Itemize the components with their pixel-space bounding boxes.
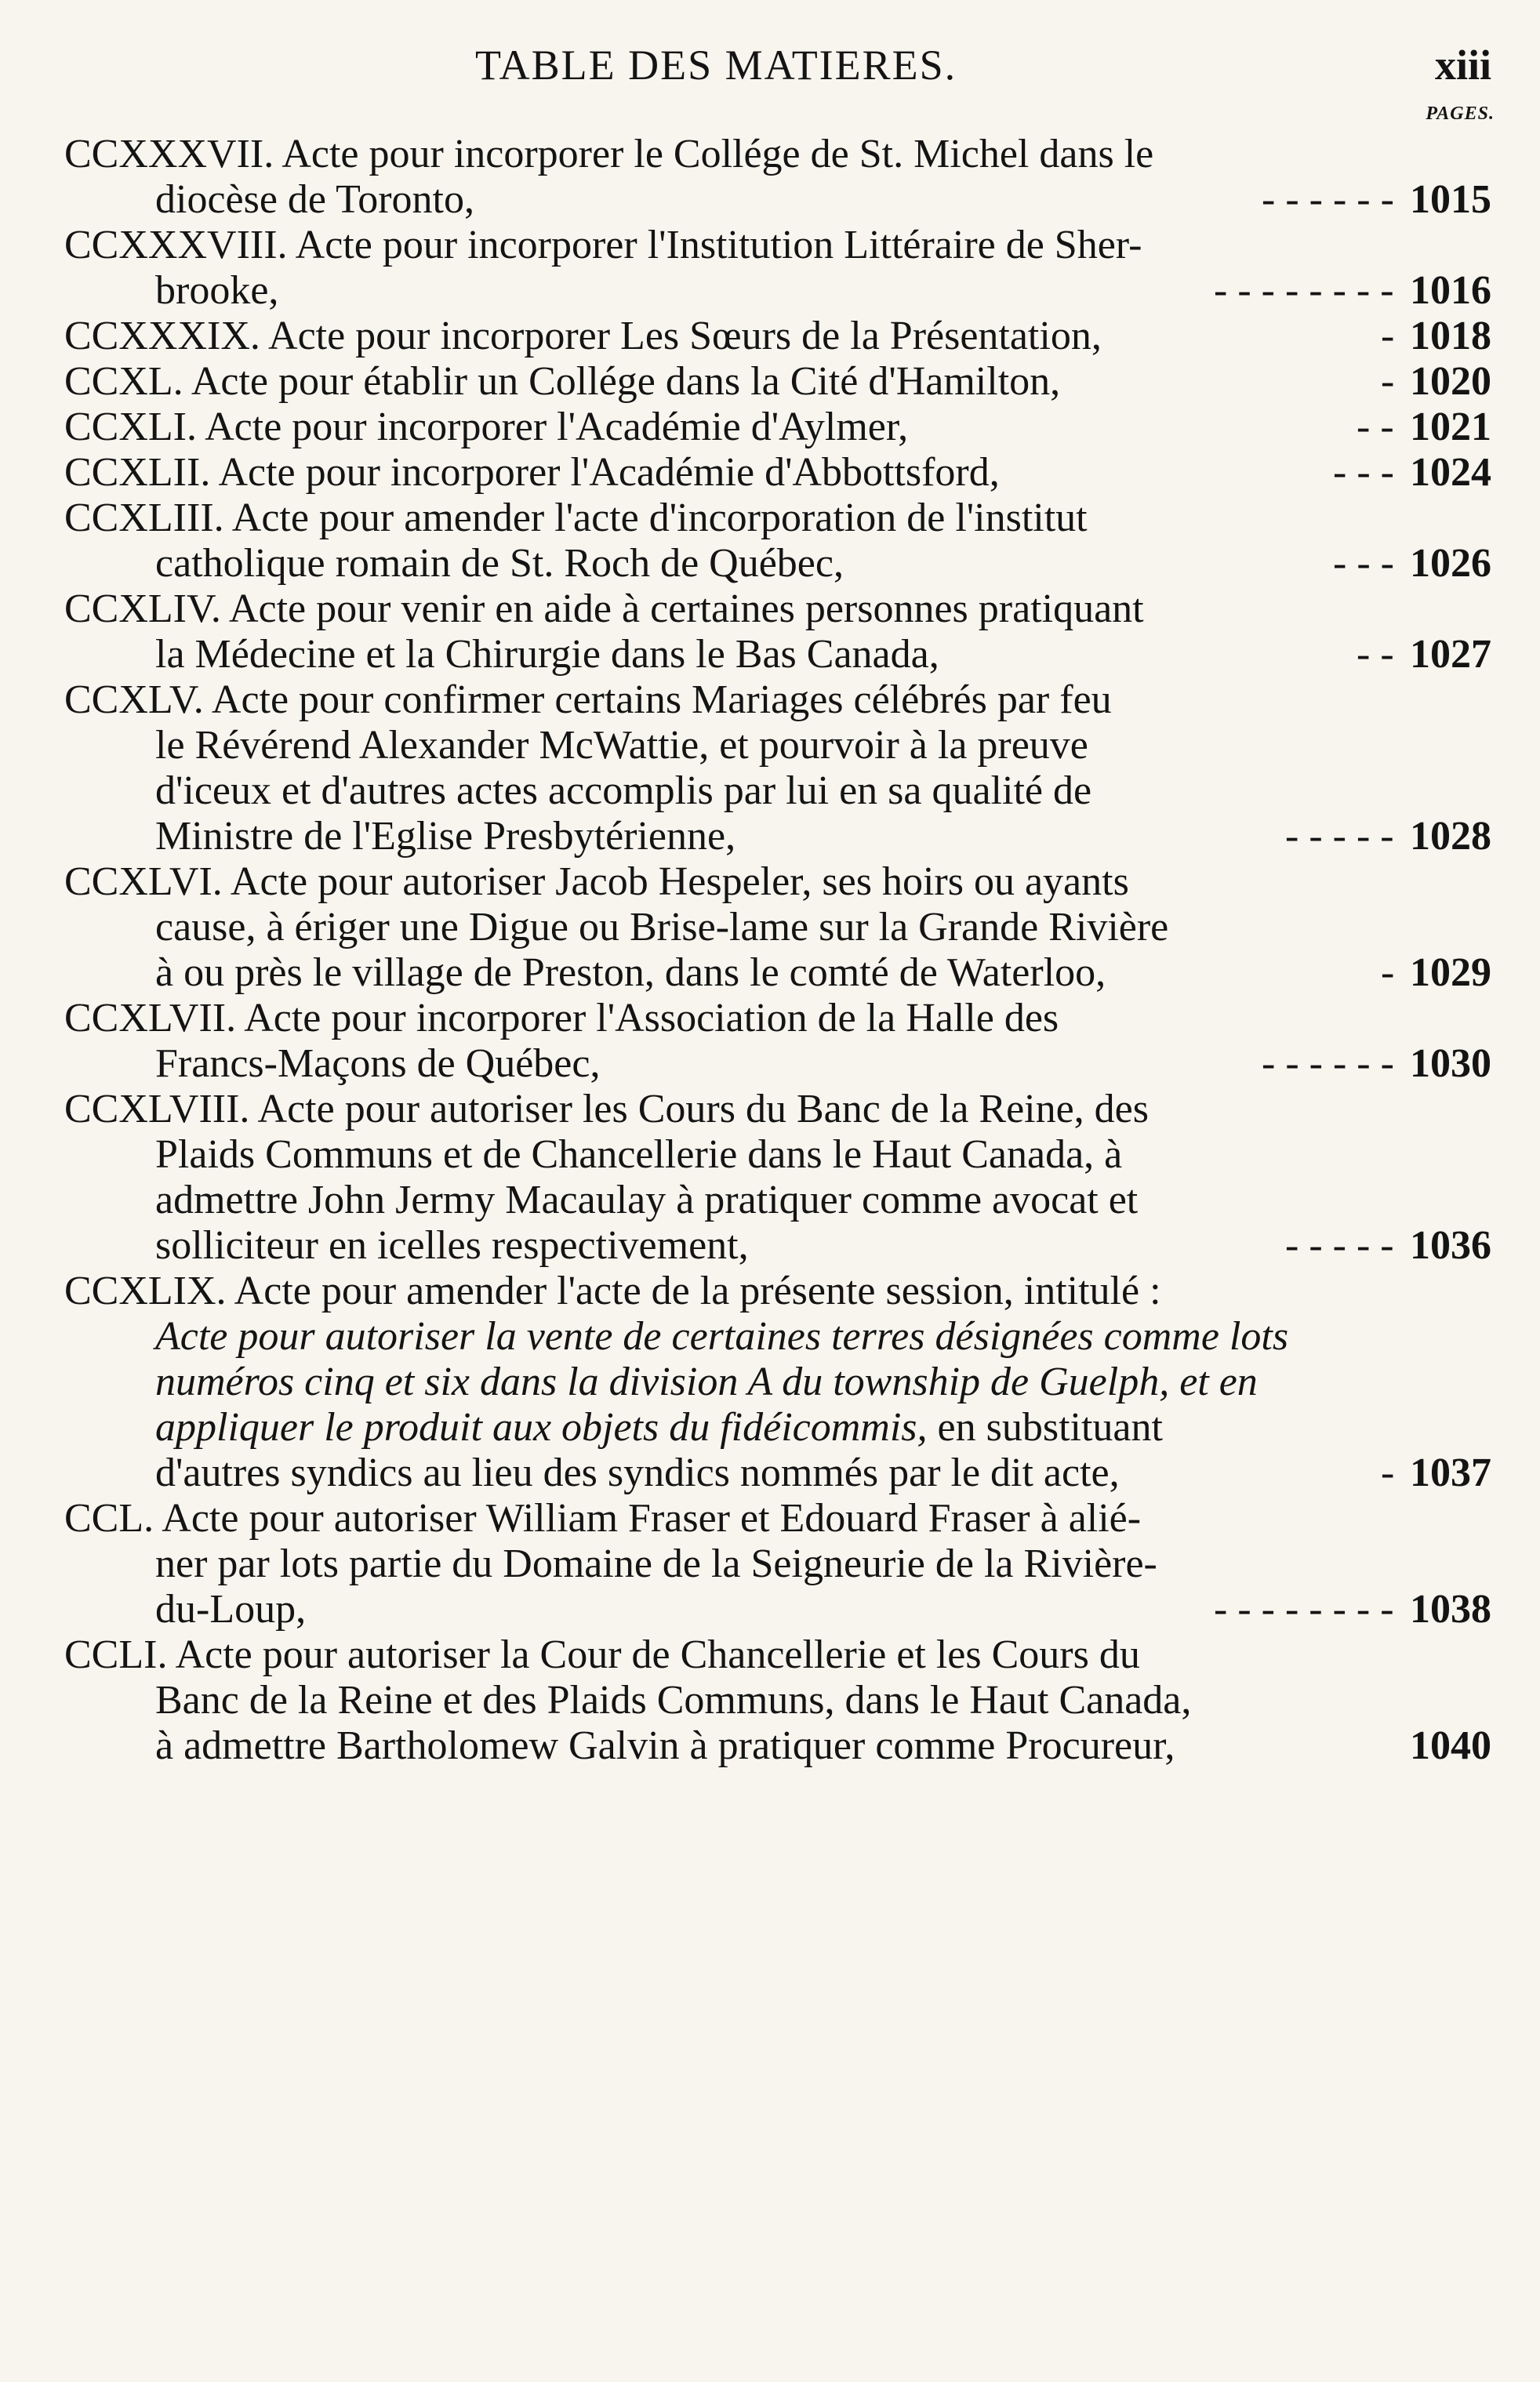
toc-line (64, 1632, 1491, 1678)
toc-text: ner par lots partie du Domaine de la Seigneurie de la Rivière- (155, 1541, 1157, 1586)
toc-page-number: 1021 (1410, 405, 1491, 449)
page-title: TABLE DES MATIERES. (475, 42, 957, 89)
toc-text: CCXLIII. Acte pour amender l'acte d'incorporation de l'institut (64, 496, 1088, 540)
dot-leader: - - (1357, 632, 1394, 677)
toc-text: CCXLV. Acte pour confirmer certains Mariages célébrés par feu (64, 677, 1112, 722)
toc-text: CCXXXVII. Acte pour incorporer le Collége de St. Michel dans le (64, 132, 1154, 176)
toc-entry (64, 1496, 1491, 1632)
toc-line (64, 359, 1491, 405)
toc-page-number: 1020 (1410, 359, 1491, 404)
toc-line (64, 496, 1491, 541)
toc-line (64, 541, 1491, 586)
page-number: xiii (1434, 42, 1491, 89)
toc-text: CCXLII. Acte pour incorporer l'Académie d'Abbottsford, (64, 450, 1000, 495)
toc-line (64, 1723, 1491, 1769)
toc-line (64, 268, 1491, 314)
dot-leader: - (1381, 359, 1395, 404)
toc-text: CCXLIV. Acte pour venir en aide à certaines personnes pratiquant (64, 586, 1144, 631)
toc-entry (64, 996, 1491, 1087)
toc-entry (64, 132, 1491, 223)
toc-line (64, 1496, 1491, 1541)
toc-text: Banc de la Reine et des Plaids Communs, dans le Haut Canada, (155, 1678, 1192, 1723)
dot-leader: - - (1357, 405, 1394, 449)
toc-line (64, 996, 1491, 1041)
toc-line (64, 1678, 1491, 1723)
toc-text: à ou près le village de Preston, dans le comté de Waterloo, (155, 950, 1106, 995)
toc-line (64, 586, 1491, 632)
toc-line (64, 768, 1491, 814)
toc-line (64, 632, 1491, 677)
toc-page-number: 1037 (1410, 1451, 1491, 1495)
toc-text: Ministre de l'Eglise Presbytérienne, (155, 814, 736, 859)
dot-leader: - - - - - - (1262, 177, 1394, 222)
dot-leader: - - - - - (1285, 1223, 1394, 1268)
toc-text: CCXL. Acte pour établir un Collége dans la Cité d'Hamilton, (64, 359, 1061, 404)
toc-line (64, 1541, 1491, 1587)
toc-line (64, 723, 1491, 768)
running-header (0, 41, 1540, 103)
toc-line (64, 132, 1491, 177)
toc-line (64, 814, 1491, 859)
toc-entry (64, 677, 1491, 859)
toc-text: CCL. Acte pour autoriser William Fraser et Edouard Fraser à alié- (64, 1496, 1142, 1541)
dot-leader: - - - - - - (1262, 1041, 1394, 1086)
toc-line (64, 314, 1491, 359)
toc-line (64, 1132, 1491, 1178)
toc-entry (64, 1087, 1491, 1269)
toc-line (64, 405, 1491, 450)
dot-leader: - - - (1333, 541, 1394, 586)
toc-line (64, 905, 1491, 950)
toc-line (64, 1451, 1491, 1496)
toc-text: catholique romain de St. Roch de Québec, (155, 541, 844, 586)
dot-leader: - - - (1333, 450, 1394, 495)
toc-line (64, 1314, 1491, 1360)
toc-text: en substituant (927, 1405, 1163, 1450)
dot-leader: - - - - - - - - (1214, 1587, 1394, 1632)
toc-text: solliciteur en icelles respectivement, (155, 1223, 749, 1268)
toc-text: CCXLVIII. Acte pour autoriser les Cours du Banc de la Reine, des (64, 1087, 1150, 1131)
toc-page-number: 1024 (1410, 450, 1491, 495)
toc-text: CCXXXVIII. Acte pour incorporer l'Institution Littéraire de Sher- (64, 223, 1142, 267)
toc-line (64, 1178, 1491, 1223)
toc-line (64, 1269, 1491, 1314)
toc-text: CCLI. Acte pour autoriser la Cour de Chancellerie et les Cours du (64, 1632, 1140, 1677)
toc-entry (64, 450, 1491, 496)
toc-entry (64, 359, 1491, 405)
toc-line (64, 1223, 1491, 1269)
toc-line (64, 1041, 1491, 1087)
toc-text: CCXLIX. Acte pour amender l'acte de la présente session, intitulé : (64, 1269, 1161, 1313)
toc-line (64, 677, 1491, 723)
toc-text: CCXLI. Acte pour incorporer l'Académie d'Aylmer, (64, 405, 909, 449)
toc-page-number: 1028 (1410, 814, 1491, 859)
toc-text: la Médecine et la Chirurgie dans le Bas Canada, (155, 632, 939, 677)
toc-page-number: 1016 (1410, 268, 1491, 313)
toc-line (64, 950, 1491, 996)
toc-page-number: 1027 (1410, 632, 1491, 677)
toc-line (64, 1360, 1491, 1405)
toc-entry (64, 223, 1491, 314)
toc-entry (64, 405, 1491, 450)
toc-line (64, 450, 1491, 496)
toc-entry (64, 1632, 1491, 1769)
toc-entry (64, 586, 1491, 677)
toc-line (64, 177, 1491, 223)
toc-text: à admettre Bartholomew Galvin à pratiquer comme Procureur, (155, 1723, 1175, 1768)
toc-text: d'autres syndics au lieu des syndics nommés par le dit acte, (155, 1451, 1120, 1495)
dot-leader: - (1381, 1451, 1395, 1495)
toc-text: Plaids Communs et de Chancellerie dans le Haut Canada, à (155, 1132, 1123, 1177)
toc-entry (64, 1269, 1491, 1496)
toc-entry (64, 496, 1491, 586)
toc-line (64, 859, 1491, 905)
toc-text: admettre John Jermy Macaulay à pratiquer comme avocat et (155, 1178, 1139, 1222)
toc-text: brooke, (155, 268, 279, 313)
toc-page-number: 1029 (1410, 950, 1491, 995)
toc-text: du-Loup, (155, 1587, 307, 1632)
pages-column-label: PAGES. (1426, 103, 1495, 124)
toc-line (64, 1587, 1491, 1632)
toc-entry (64, 314, 1491, 359)
dot-leader: - - - - - - - - (1214, 268, 1394, 313)
dot-leader: - - - - - (1285, 814, 1394, 859)
toc-page-number: 1038 (1410, 1587, 1491, 1632)
toc-page-number: 1036 (1410, 1223, 1491, 1268)
toc-text: CCXLVI. Acte pour autoriser Jacob Hespeler, ses hoirs ou ayants (64, 859, 1129, 904)
dot-leader: - (1381, 314, 1395, 358)
toc-page-number: 1018 (1410, 314, 1491, 358)
toc-entry (64, 859, 1491, 996)
table-of-contents (64, 132, 1491, 1769)
toc-page-number: 1015 (1410, 177, 1491, 222)
toc-text: Francs-Maçons de Québec, (155, 1041, 601, 1086)
toc-text: diocèse de Toronto, (155, 177, 474, 222)
toc-text: le Révérend Alexander McWattie, et pourvoir à la preuve (155, 723, 1088, 768)
toc-page-number: 1026 (1410, 541, 1491, 586)
toc-line (64, 223, 1491, 268)
toc-text: CCXXXIX. Acte pour incorporer Les Sœurs de la Présentation, (64, 314, 1102, 358)
toc-text-italic: appliquer le produit aux objets du fidéicommis, (155, 1405, 928, 1450)
toc-text: d'iceux et d'autres actes accomplis par lui en sa qualité de (155, 768, 1092, 813)
toc-text: CCXLVII. Acte pour incorporer l'Association de la Halle des (64, 996, 1059, 1040)
toc-text: Acte pour autoriser la vente de certaines terres désignées comme lots (155, 1314, 1289, 1359)
toc-text: numéros cinq et six dans la division A du township de Guelph, et en (155, 1360, 1258, 1404)
toc-page-number: 1030 (1410, 1041, 1491, 1086)
toc-line (64, 1405, 1491, 1451)
dot-leader: - (1381, 950, 1395, 995)
toc-text: cause, à ériger une Digue ou Brise-lame sur la Grande Rivière (155, 905, 1169, 950)
toc-page-number: 1040 (1410, 1723, 1491, 1768)
toc-line (64, 1087, 1491, 1132)
